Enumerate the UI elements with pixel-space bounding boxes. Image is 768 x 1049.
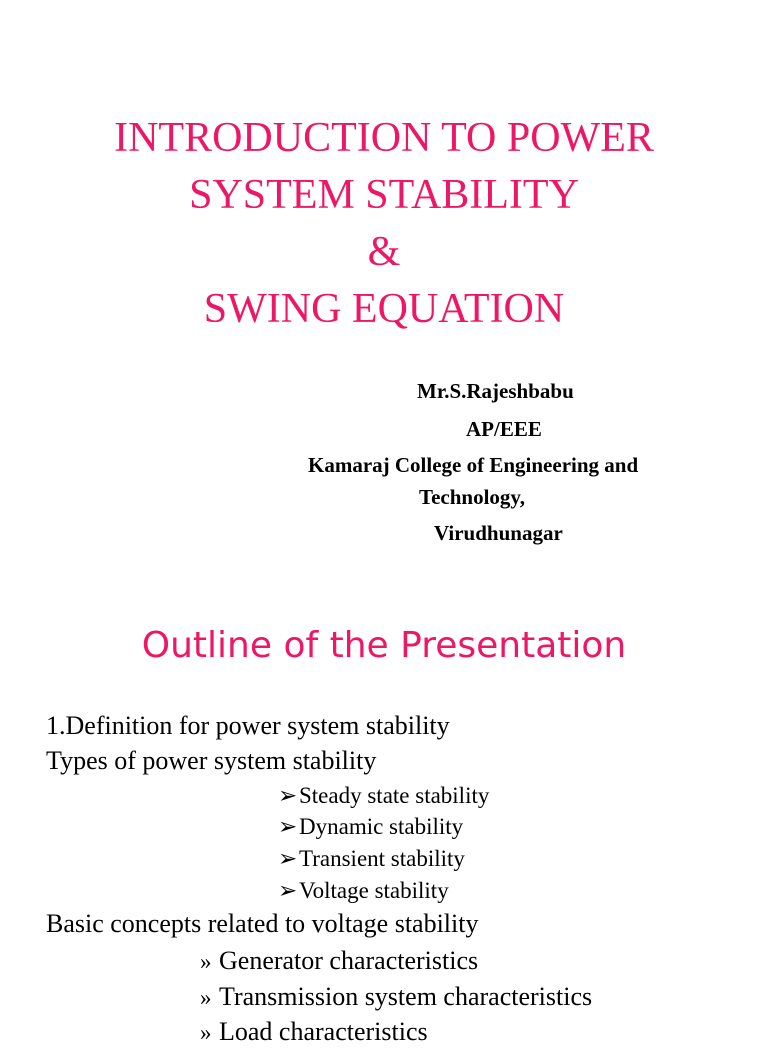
- outline-item-text: Transmission system characteristics: [219, 982, 593, 1011]
- outline-subitem: [278, 782, 489, 810]
- arrow-bullet-icon: ➢: [278, 814, 298, 839]
- outline-item-text: Load characteristics: [219, 1017, 428, 1046]
- outline-subitem: [200, 945, 478, 978]
- outline-subitem: [200, 981, 592, 1014]
- chevron-bullet-icon: »: [200, 1020, 212, 1045]
- author-designation: AP/EEE: [466, 417, 542, 441]
- outline-item-text: Basic concepts related to voltage stability: [46, 909, 479, 938]
- outline-item: [46, 710, 450, 742]
- outline-subitem: [200, 1016, 428, 1049]
- title-ampersand: &: [367, 229, 401, 275]
- arrow-bullet-icon: ➢: [278, 878, 298, 903]
- title-line-1: INTRODUCTION TO POWER: [114, 115, 654, 161]
- outline-item-text: Dynamic stability: [299, 814, 464, 839]
- arrow-bullet-icon: ➢: [278, 783, 298, 808]
- title-line-2: SYSTEM STABILITY: [189, 172, 579, 218]
- author-name: Mr.S.Rajeshbabu: [417, 379, 574, 403]
- outline-subitem: [278, 813, 463, 841]
- outline-subitem: [278, 845, 465, 873]
- outline-item-text: Generator characteristics: [219, 946, 479, 975]
- outline-item-text: 1.Definition for power system stability: [46, 711, 450, 740]
- chevron-bullet-icon: »: [200, 985, 212, 1010]
- arrow-bullet-icon: ➢: [278, 846, 298, 871]
- author-location: Virudhunagar: [434, 521, 563, 545]
- author-institution-line-1: Kamaraj College of Engineering and: [308, 453, 639, 477]
- outline-subitem: [278, 877, 449, 905]
- outline-item: [46, 908, 478, 940]
- outline-item-text: Types of power system stability: [46, 746, 377, 775]
- outline-item-text: Transient stability: [299, 846, 465, 871]
- title-line-4: SWING EQUATION: [203, 286, 565, 332]
- author-institution-line-2: Technology,: [419, 485, 526, 509]
- outline-item: [46, 745, 376, 777]
- outline-item-text: Steady state stability: [299, 783, 490, 808]
- outline-item-text: Voltage stability: [299, 878, 449, 903]
- chevron-bullet-icon: »: [200, 949, 212, 974]
- outline-heading: Outline of the Presentation: [141, 625, 627, 666]
